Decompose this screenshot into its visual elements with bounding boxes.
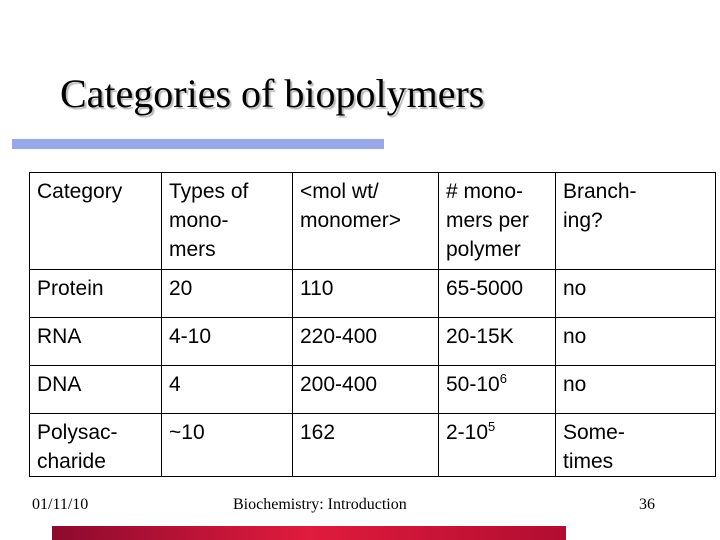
header-branching: Branch- ing? [556, 173, 716, 270]
slide-title: Categories of biopolymers [60, 71, 485, 116]
bottom-accent-bar [52, 526, 566, 540]
cell-mol-wt: 162 [293, 414, 439, 477]
table-row [30, 318, 716, 366]
header-types-of-monomers: Types of mono- mers [162, 173, 293, 270]
cell-types: 4-10 [162, 318, 293, 366]
cell-monomers-per-polymer: 20-15K [439, 318, 556, 366]
cell-category: DNA [30, 366, 162, 414]
table-row [30, 270, 716, 318]
header-category: Category [30, 173, 162, 270]
cell-category: Protein [30, 270, 162, 318]
cell-types: 20 [162, 270, 293, 318]
header-monomers-per-polymer: # mono- mers per polymer [439, 173, 556, 270]
cell-monomers-per-polymer: 65-5000 [439, 270, 556, 318]
header-mol-wt: <mol wt/ monomer> [293, 173, 439, 270]
table-row [30, 366, 716, 414]
title-accent-bar [12, 139, 384, 149]
cell-branching: no [556, 270, 716, 318]
page-number: 36 [639, 496, 655, 513]
biopolymer-table [29, 172, 716, 477]
table-row [30, 414, 716, 477]
cell-monomers-per-polymer: $50-10^6$ [439, 366, 556, 414]
cell-types: 4 [162, 366, 293, 414]
cell-types: ~10 [162, 414, 293, 477]
exponent: 5 [488, 419, 496, 434]
cell-category: Polysac- charide [30, 414, 162, 477]
cell-mol-wt: 200-400 [293, 366, 439, 414]
cell-monomers-per-polymer: $2-10^5$ [439, 414, 556, 477]
cell-category: RNA [30, 318, 162, 366]
cell-mol-wt: 220-400 [293, 318, 439, 366]
cell-branching: no [556, 366, 716, 414]
cell-branching: no [556, 318, 716, 366]
footer-date: 01/11/10 [32, 496, 89, 513]
cell-branching: Some- times [556, 414, 716, 477]
footer-title: Biochemistry: Introduction [233, 496, 407, 513]
exponent: 6 [499, 371, 507, 386]
table-header-row [30, 173, 716, 270]
cell-mol-wt: 110 [293, 270, 439, 318]
